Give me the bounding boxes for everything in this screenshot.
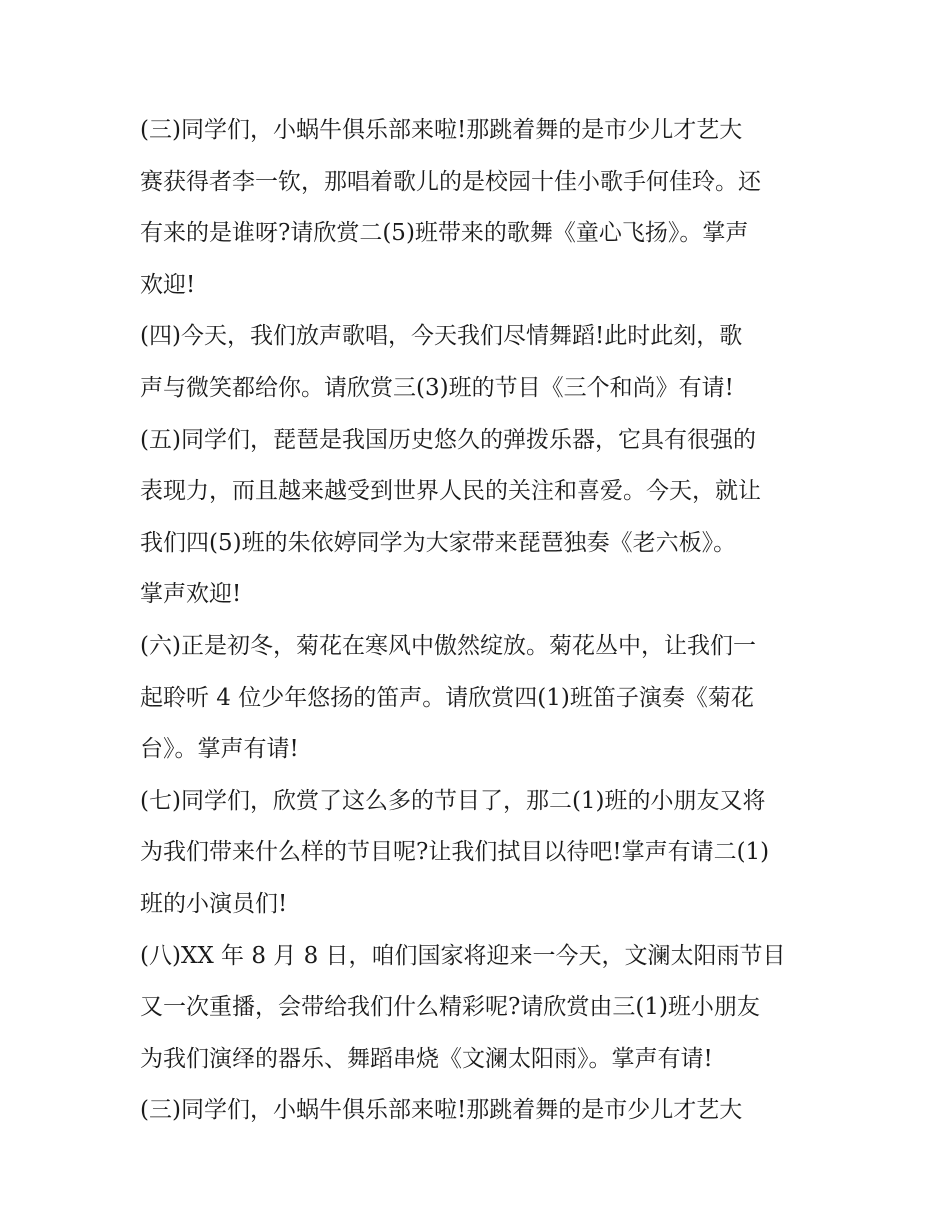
text-line: (四)今天，我们放声歌唱，今天我们尽情舞蹈!此时此刻，歌: [140, 323, 743, 350]
text-line: (八)XX 年 8 月 8 日，咱们国家将迎来一今天，文澜太阳雨节目: [140, 942, 786, 969]
text-line: 起聆听 4 位少年悠扬的笛声。请欣赏四(1)班笛子演奏《菊花: [140, 684, 754, 711]
text-line: (六)正是初冬，菊花在寒风中傲然绽放。菊花丛中，让我们一: [140, 632, 756, 659]
text-line: 台》。掌声有请!: [140, 736, 299, 763]
text-line: 赛获得者李一钦，那唱着歌儿的是校园十佳小歌手何佳玲。还: [140, 168, 761, 195]
text-line: (七)同学们，欣赏了这么多的节目了，那二(1)班的小朋友又将: [140, 787, 766, 814]
text-line: (三)同学们，小蜗牛俱乐部来啦!那跳着舞的是市少儿才艺大: [140, 1097, 743, 1124]
text-line: 表现力，而且越来越受到世界人民的关注和喜爱。今天，就让: [140, 478, 761, 505]
text-line: 为我们演绎的器乐、舞蹈串烧《文澜太阳雨》。掌声有请!: [140, 1045, 713, 1072]
text-line: 为我们带来什么样的节目呢?让我们拭目以待吧!掌声有请二(1): [140, 839, 770, 866]
text-line: 我们四(5)班的朱依婷同学为大家带来琵琶独奏《老六板》。: [140, 529, 737, 556]
text-line: (五)同学们，琵琶是我国历史悠久的弹拨乐器，它具有很强的: [140, 426, 756, 453]
text-line: 班的小演员们!: [140, 890, 288, 917]
text-line: 声与微笑都给你。请欣赏三(3)班的节目《三个和尚》有请!: [140, 374, 734, 401]
text-line: 又一次重播，会带给我们什么精彩呢?请欣赏由三(1)班小朋友: [140, 994, 760, 1021]
text-line: 有来的是谁呀?请欣赏二(5)班带来的歌舞《童心飞扬》。掌声: [140, 220, 749, 247]
text-line: 欢迎!: [140, 271, 196, 298]
document-body: [140, 105, 820, 1137]
text-line: (三)同学们，小蜗牛俱乐部来啦!那跳着舞的是市少儿才艺大: [140, 117, 743, 143]
text-line: 掌声欢迎!: [140, 581, 242, 608]
